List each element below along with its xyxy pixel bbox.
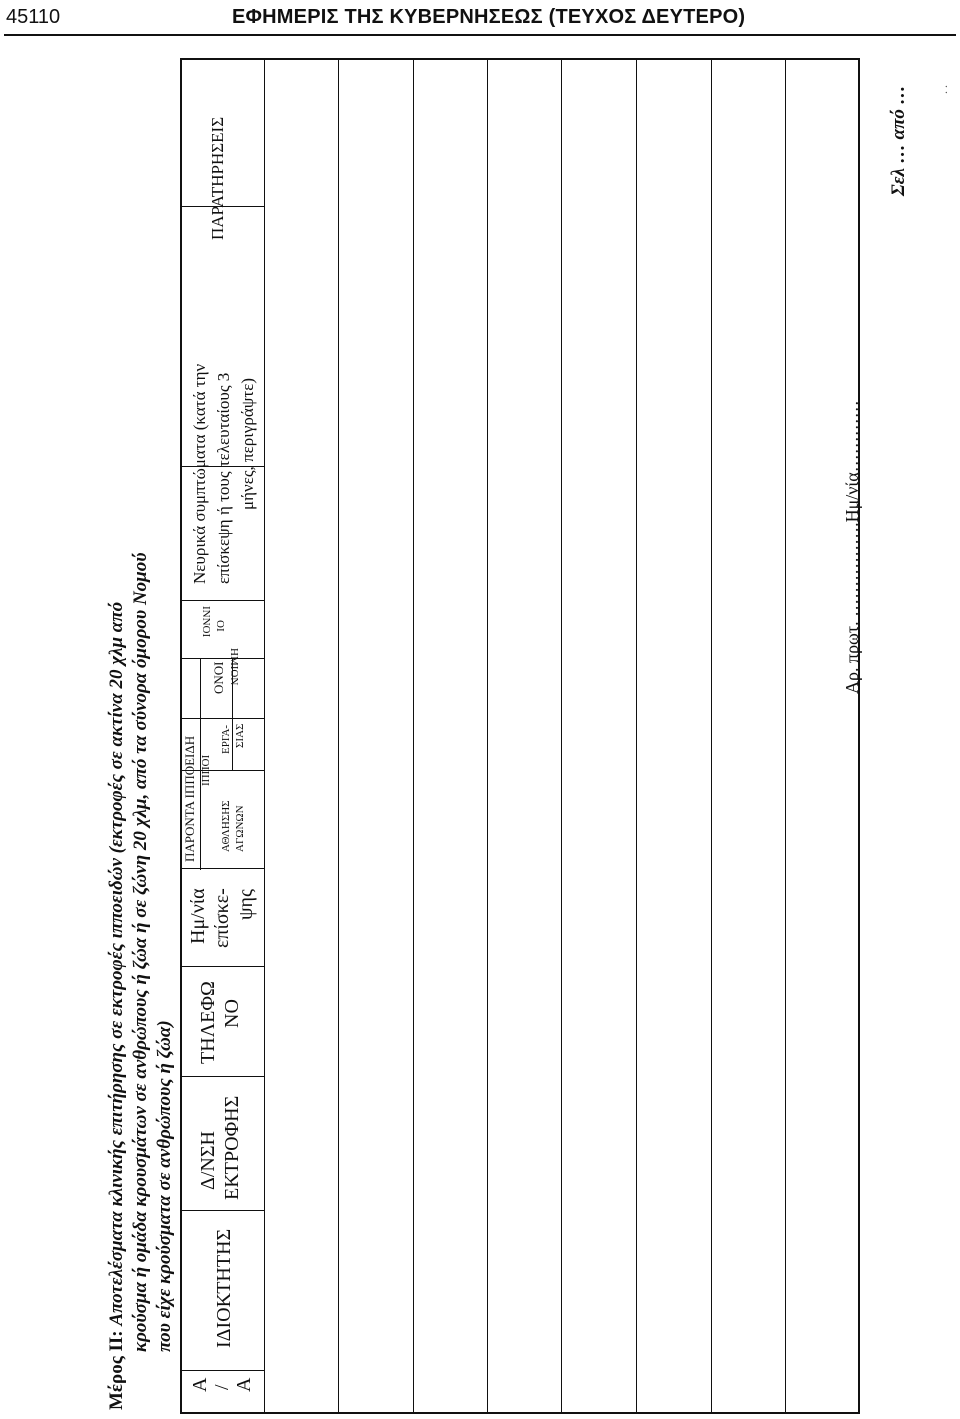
page-number: 45110 — [6, 6, 61, 28]
row-divider — [182, 658, 264, 659]
col-header-mules-2: ΟΙ — [214, 620, 226, 632]
row-divider — [182, 600, 264, 601]
form-title-line-3: που είχε κρούσματα σε ανθρώπους ή ζώα) — [154, 1020, 175, 1352]
col-header-donkeys: ΟΝΟΙ — [211, 661, 226, 694]
subheader-divider — [200, 868, 264, 869]
col-header-visit-date-1: Ημ/νία — [187, 888, 209, 944]
col-header-work-2: ΣΙΑΣ — [234, 723, 246, 748]
col-divider — [413, 60, 414, 1412]
col-header-mules-3: ΙΝΝΟΙ — [200, 606, 212, 638]
col-divider — [264, 60, 265, 1412]
col-header-aa: Α — [189, 1377, 211, 1392]
col-header-visit-date-2: επίσκε- — [211, 888, 233, 948]
col-header-visit-date-3: ψης — [235, 889, 257, 920]
page-of-label: Σελ … από … — [888, 85, 909, 196]
col-header-aa-slash: / — [211, 1384, 233, 1390]
col-divider — [636, 60, 637, 1412]
col-header-sport-2: ΑΓΩΝΩΝ — [234, 805, 246, 852]
col-header-address-1: Δ/ΝΣΗ — [197, 1131, 219, 1190]
col-header-equids-present: ΠΑΡΟΝΤΑ ΙΠΠΟΕΙΔΗ — [182, 735, 197, 862]
form-title-line-2: κρούσμα ή ομάδα κρουσμάτων σε ανθρώπους ή ζώα ή σε ζώνη 20 χλμ, από τα σύνορα όμορου Νομού — [130, 552, 151, 1352]
surveillance-table — [180, 58, 860, 1414]
form-title-line-1 — [106, 602, 128, 1410]
journal-title: ΕΦΗΜΕΡΙΣ ΤΗΣ ΚΥΒΕΡΝΗΣΕΩΣ (ΤΕΥΧΟΣ ΔΕΥΤΕΡΟ) — [232, 6, 746, 28]
col-header-sport-1: ΑΘΛΗΣΗΣ — [220, 800, 232, 852]
row-divider — [182, 966, 264, 967]
col-header-remarks: ΠΑΡΑΤΗΡΗΣΕΙΣ — [208, 116, 227, 240]
page-header — [0, 0, 960, 34]
col-header-aa-2: Α — [233, 1377, 255, 1392]
row-divider — [182, 1210, 264, 1211]
col-divider — [711, 60, 712, 1412]
col-header-phone-2: ΝΟ — [221, 999, 243, 1028]
col-divider — [487, 60, 488, 1412]
col-header-work-1: ΕΡΓΑ- — [220, 724, 232, 754]
header-rule — [4, 34, 956, 36]
margin-dots: . . — [936, 85, 950, 94]
col-header-phone-1: ΤΗΛΕΦΩ — [197, 981, 219, 1064]
subheader-divider — [200, 718, 232, 719]
row-divider — [182, 1370, 264, 1371]
form-part-label: Μέρος ΙΙ: — [106, 1325, 127, 1410]
col-header-owner: ΙΔΙΟΚΤΗΤΗΣ — [213, 1228, 235, 1348]
col-header-address-2: ΕΚΤΡΟΦΗΣ — [221, 1095, 243, 1200]
col-header-neuro-2: επίσκεψη ή τους τελευταίους 3 — [214, 372, 233, 584]
row-divider — [182, 1076, 264, 1077]
col-header-neuro-3: μήνες, περιγράψτε) — [238, 377, 257, 510]
form-title-text-1: Αποτελέσματα κλινικής επιτήρησης σε εκτροφές ιπποειδών (εκτροφές σε ακτίνα 20 χλμ από — [106, 601, 127, 1326]
col-divider — [338, 60, 339, 1412]
protocol-date-label: Αρ. πρωτ. …………….Ημ/νία………… — [842, 400, 862, 694]
col-divider — [561, 60, 562, 1412]
col-divider — [785, 60, 786, 1412]
col-header-mules-1: ΗΜΙΟΝ — [228, 648, 240, 686]
col-header-horses: ΙΠΠΟΙ — [200, 754, 212, 786]
col-header-neuro-1: Νευρικά συμπτώματα (κατά την — [190, 363, 209, 584]
